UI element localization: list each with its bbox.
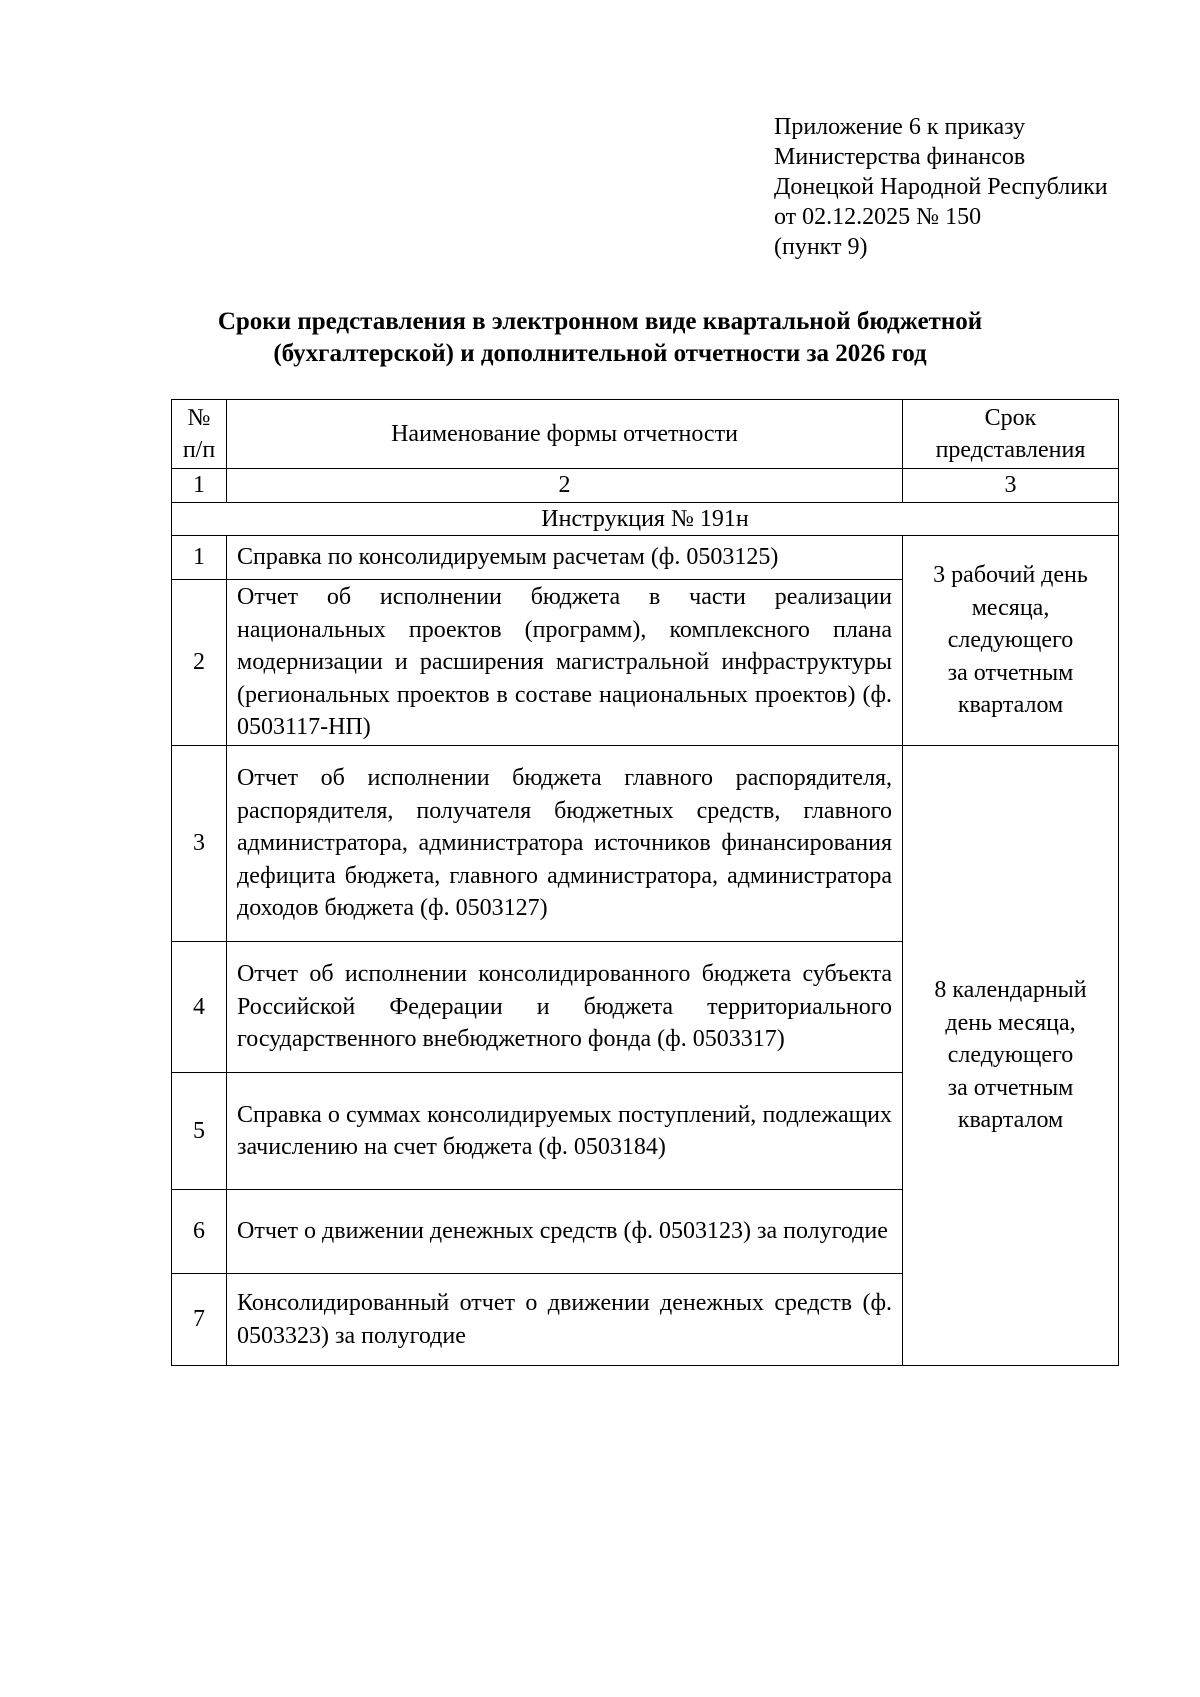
row-number: 7 xyxy=(172,1274,227,1366)
deadline-line: день месяца, xyxy=(945,1009,1076,1036)
row-number: 3 xyxy=(172,746,227,942)
document-title xyxy=(150,306,1050,370)
deadline-line: кварталом xyxy=(957,1107,1064,1134)
title-line: Сроки представления в электронном виде квартальной бюджетной xyxy=(217,308,983,335)
column-number: 1 xyxy=(172,469,227,503)
header-row xyxy=(172,400,1119,469)
header-name-cell: Наименование формы отчетности xyxy=(227,400,903,469)
row-form-name: Отчет о движении денежных средств (ф. 0503123) за полугодие xyxy=(227,1190,903,1274)
header-num-line2: п/п xyxy=(182,437,216,463)
deadline-line: 8 календарный xyxy=(934,977,1087,1004)
header-deadline-line2: представления xyxy=(935,437,1086,463)
deadline-line: кварталом xyxy=(957,692,1064,719)
annex-line: Министерства финансов xyxy=(774,144,1026,170)
deadline-line: за отчетным xyxy=(947,1074,1074,1101)
row-number: 2 xyxy=(172,580,227,746)
deadline-line: следующего xyxy=(947,1042,1074,1069)
row-form-name: Отчет об исполнении бюджета главного распорядителя, распорядителя, получателя бюджетных средств, главного администратора, администратора источников финансирования дефицита бюджета, главного администратора, администратора доходов бюджета (ф. 0503127) xyxy=(227,746,903,942)
table-row xyxy=(172,536,1119,580)
row-number: 5 xyxy=(172,1073,227,1190)
row-form-name: Консолидированный отчет о движении денежных средств (ф. 0503323) за полугодие xyxy=(227,1274,903,1366)
deadline-line: месяца, xyxy=(971,594,1050,621)
deadline-cell xyxy=(903,746,1119,1366)
column-numbers-row xyxy=(172,469,1119,503)
header-num-line1: № xyxy=(187,404,211,431)
row-form-name: Отчет об исполнении консолидированного бюджета субъекта Российской Федерации и бюджета территориального государственного внебюджетного фонда (ф. 0503317) xyxy=(227,942,903,1073)
reports-table xyxy=(171,399,1119,1366)
title-line: (бухгалтерской) и дополнительной отчетности за 2026 год xyxy=(273,340,927,367)
row-number: 6 xyxy=(172,1190,227,1274)
row-form-name: Справка по консолидируемым расчетам (ф. 0503125) xyxy=(227,536,903,580)
row-number: 4 xyxy=(172,942,227,1073)
annex-line: Приложение 6 к приказу xyxy=(774,114,1026,140)
deadline-line: следующего xyxy=(947,627,1074,654)
row-number: 1 xyxy=(172,536,227,580)
annex-line: (пункт 9) xyxy=(774,234,868,260)
section-title: Инструкция № 191н xyxy=(172,502,1119,536)
annex-line: Донецкой Народной Республики xyxy=(774,174,1108,200)
deadline-line: 3 рабочий день xyxy=(933,562,1088,589)
column-number: 2 xyxy=(227,469,903,503)
section-row xyxy=(172,502,1119,536)
row-form-name: Справка о суммах консолидируемых поступлений, подлежащих зачислению на счет бюджета (ф. 0503184) xyxy=(227,1073,903,1190)
row-form-name: Отчет об исполнении бюджета в части реализации национальных проектов (программ), комплексного плана модернизации и расширения магистральной инфраструктуры (региональных проектов в составе национальных проектов) (ф. 0503117-НП) xyxy=(227,580,903,746)
header-num-cell xyxy=(172,400,227,469)
deadline-line: за отчетным xyxy=(947,659,1074,686)
table-row xyxy=(172,746,1119,942)
header-deadline-line1: Срок xyxy=(984,404,1037,431)
deadline-cell xyxy=(903,536,1119,746)
column-number: 3 xyxy=(903,469,1119,503)
header-deadline-cell xyxy=(903,400,1119,469)
annex-line: от 02.12.2025 № 150 xyxy=(774,204,982,230)
annex-block xyxy=(774,112,1108,262)
